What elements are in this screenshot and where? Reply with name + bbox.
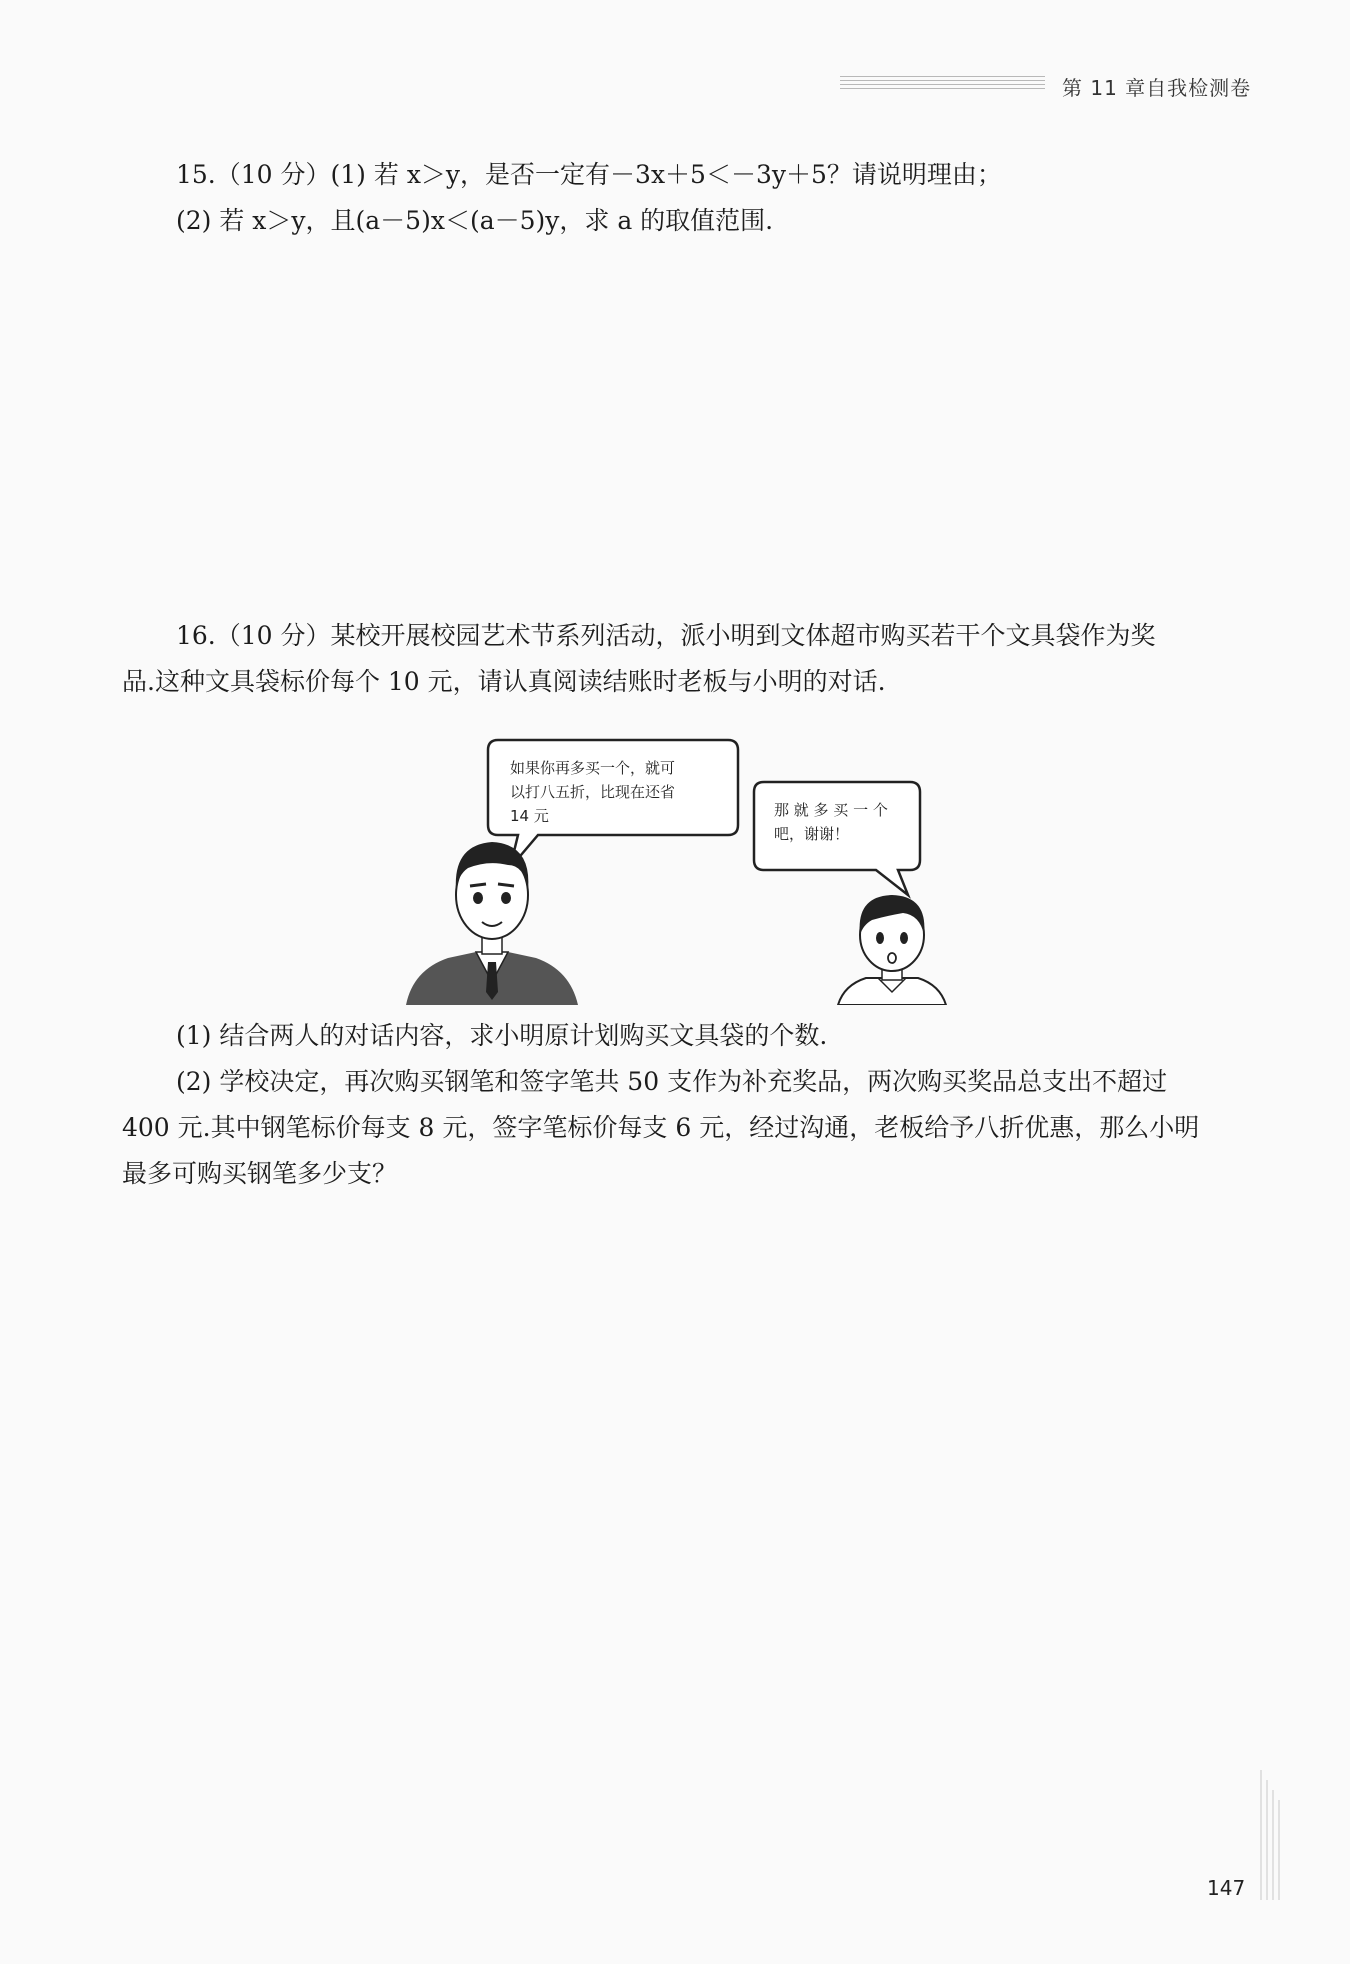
shopkeeper-figure (406, 842, 578, 1005)
q15-line-2: (2) 若 x＞y，且(a－5)x＜(a－5)y，求 a 的取值范围. (176, 206, 774, 235)
q15-line-1: 15.（10 分）(1) 若 x＞y，是否一定有－3x＋5＜－3y＋5？请说明理由； (176, 160, 1002, 189)
q16-line-2: 品.这种文具袋标价每个 10 元，请认真阅读结账时老板与小明的对话. (122, 667, 886, 696)
left-bubble-line-1: 如果你再多买一个，就可 (510, 759, 676, 777)
xiaoming-figure (838, 895, 946, 1005)
left-bubble-line-2: 以打八五折，比现在还省 (510, 783, 676, 801)
left-bubble-line-3: 14 元 (510, 807, 549, 825)
q16-part-2-line-3: 最多可购买钢笔多少支？ (122, 1159, 398, 1188)
q16-part-1: (1) 结合两人的对话内容，求小明原计划购买文具袋的个数. (176, 1021, 828, 1050)
dialogue-illustration-svg (398, 730, 978, 1005)
left-bubble-text (510, 756, 675, 828)
dialogue-illustration (398, 730, 978, 1005)
page-edge-lines (1257, 1770, 1287, 1900)
page-number: 147 (1207, 1876, 1246, 1900)
right-bubble-line-1: 那 就 多 买 一 个 (774, 801, 888, 819)
q16-part-2-line-2: 400 元.其中钢笔标价每支 8 元，签字笔标价每支 6 元，经过沟通，老板给予八折优惠，那么小明 (122, 1113, 1200, 1142)
right-bubble-text (774, 798, 888, 846)
chapter-title: 第 11 章自我检测卷 (1062, 76, 1252, 100)
page-header (0, 0, 1350, 120)
right-bubble-line-2: 吧，谢谢！ (774, 825, 850, 843)
q16-line-1: 16.（10 分）某校开展校园艺术节系列活动，派小明到文体超市购买若干个文具袋作为奖 (176, 621, 1156, 650)
q16-part-2-line-1: (2) 学校决定，再次购买钢笔和签字笔共 50 支作为补充奖品，两次购买奖品总支出不超过 (176, 1067, 1168, 1096)
header-decoration-lines (840, 76, 1045, 96)
